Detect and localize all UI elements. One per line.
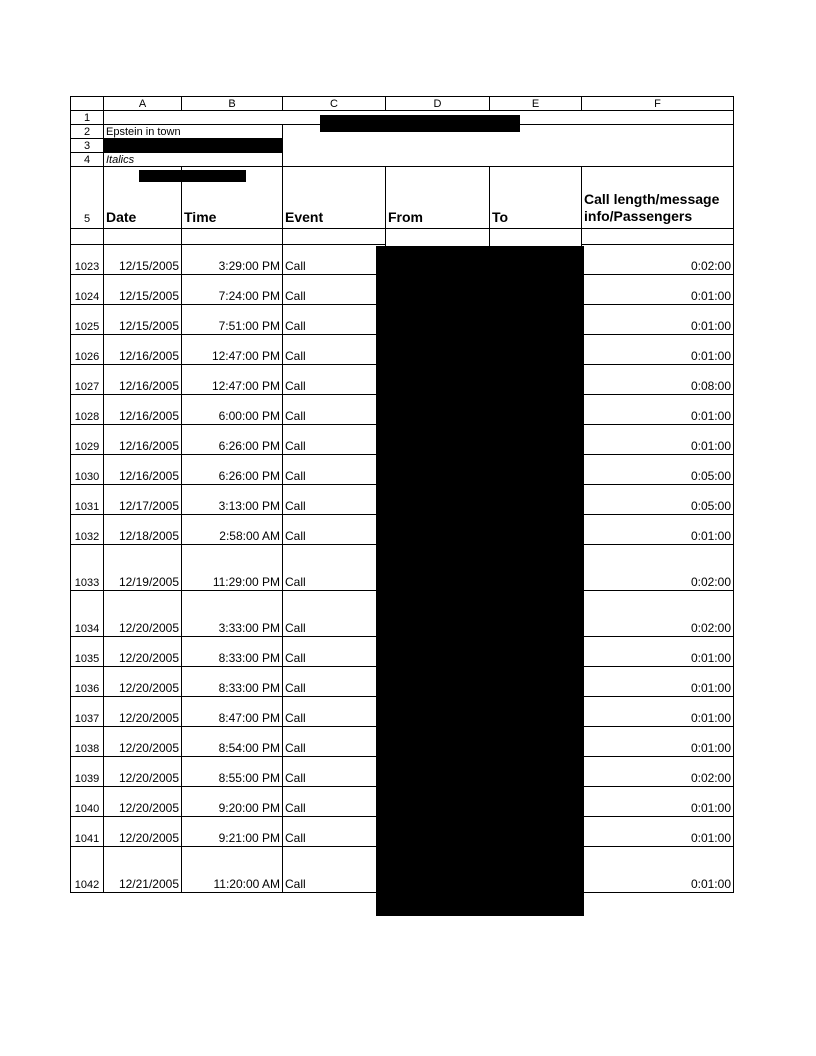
column-header-a: A bbox=[104, 97, 182, 111]
cell-date: 12/16/2005 bbox=[104, 365, 182, 395]
spacer-cell bbox=[182, 229, 283, 245]
cell-event: Call bbox=[283, 847, 386, 893]
cell-time: 3:33:00 PM bbox=[182, 591, 283, 637]
cell-call-length: 0:01:00 bbox=[582, 425, 734, 455]
cell-time: 9:21:00 PM bbox=[182, 817, 283, 847]
cell-time: 6:00:00 PM bbox=[182, 395, 283, 425]
cell-time: 11:29:00 PM bbox=[182, 545, 283, 591]
cell-call-length: 0:01:00 bbox=[582, 275, 734, 305]
cell-date: 12/20/2005 bbox=[104, 591, 182, 637]
cell-time: 12:47:00 PM bbox=[182, 335, 283, 365]
spacer-cell bbox=[490, 229, 582, 245]
cell-date: 12/21/2005 bbox=[104, 847, 182, 893]
cell-call-length: 0:01:00 bbox=[582, 787, 734, 817]
spacer-row bbox=[71, 229, 734, 245]
cell-event: Call bbox=[283, 515, 386, 545]
cell-call-length: 0:02:00 bbox=[582, 245, 734, 275]
cell-event: Call bbox=[283, 727, 386, 757]
cell-time: 8:33:00 PM bbox=[182, 667, 283, 697]
cell-call-length: 0:01:00 bbox=[582, 305, 734, 335]
cell-date: 12/20/2005 bbox=[104, 757, 182, 787]
cell-event: Call bbox=[283, 305, 386, 335]
column-header-row bbox=[71, 97, 734, 111]
redaction-bar-top bbox=[320, 115, 520, 132]
cell-date: 12/18/2005 bbox=[104, 515, 182, 545]
row-number: 1027 bbox=[71, 365, 104, 395]
cell-call-length: 0:05:00 bbox=[582, 455, 734, 485]
cell-call-length: 0:01:00 bbox=[582, 847, 734, 893]
cell-time: 8:55:00 PM bbox=[182, 757, 283, 787]
cell-time: 3:29:00 PM bbox=[182, 245, 283, 275]
cell-event: Call bbox=[283, 545, 386, 591]
row-number: 2 bbox=[71, 125, 104, 139]
legend-italics: Italics bbox=[104, 153, 283, 167]
row-number: 1037 bbox=[71, 697, 104, 727]
cell-date: 12/15/2005 bbox=[104, 245, 182, 275]
cell-date: 12/16/2005 bbox=[104, 395, 182, 425]
cell-event: Call bbox=[283, 697, 386, 727]
cell-event: Call bbox=[283, 425, 386, 455]
cell-call-length: 0:02:00 bbox=[582, 757, 734, 787]
cell-date: 12/20/2005 bbox=[104, 637, 182, 667]
cell-event: Call bbox=[283, 245, 386, 275]
cell-call-length: 0:02:00 bbox=[582, 591, 734, 637]
cell-call-length: 0:02:00 bbox=[582, 545, 734, 591]
spacer-cell bbox=[71, 229, 104, 245]
cell-call-length: 0:01:00 bbox=[582, 697, 734, 727]
legend-epstein-in-town: Epstein in town bbox=[104, 125, 283, 139]
cell-event: Call bbox=[283, 757, 386, 787]
cell-time: 8:33:00 PM bbox=[182, 637, 283, 667]
header-from: From bbox=[386, 167, 490, 229]
cell-time: 7:51:00 PM bbox=[182, 305, 283, 335]
cell-event: Call bbox=[283, 787, 386, 817]
row-number: 1025 bbox=[71, 305, 104, 335]
cell-event: Call bbox=[283, 591, 386, 637]
cell-time: 12:47:00 PM bbox=[182, 365, 283, 395]
cell-event: Call bbox=[283, 275, 386, 305]
row-number: 1032 bbox=[71, 515, 104, 545]
row-number: 1026 bbox=[71, 335, 104, 365]
cell-event: Call bbox=[283, 365, 386, 395]
column-header-b: B bbox=[182, 97, 283, 111]
row-number: 1039 bbox=[71, 757, 104, 787]
row-number: 1041 bbox=[71, 817, 104, 847]
cell-time: 8:47:00 PM bbox=[182, 697, 283, 727]
cell-date: 12/20/2005 bbox=[104, 727, 182, 757]
cell-date: 12/16/2005 bbox=[104, 425, 182, 455]
cell-call-length: 0:01:00 bbox=[582, 637, 734, 667]
row-number: 1030 bbox=[71, 455, 104, 485]
row-number: 1 bbox=[71, 111, 104, 125]
cell-event: Call bbox=[283, 335, 386, 365]
row-number: 1024 bbox=[71, 275, 104, 305]
cell-call-length: 0:01:00 bbox=[582, 335, 734, 365]
cell-date: 12/16/2005 bbox=[104, 455, 182, 485]
cell-time: 6:26:00 PM bbox=[182, 455, 283, 485]
cell-time: 3:13:00 PM bbox=[182, 485, 283, 515]
cell-date: 12/20/2005 bbox=[104, 667, 182, 697]
row-number: 5 bbox=[71, 167, 104, 229]
header-to: To bbox=[490, 167, 582, 229]
row-number: 3 bbox=[71, 139, 104, 153]
cell-call-length: 0:01:00 bbox=[582, 667, 734, 697]
cell-time: 11:20:00 AM bbox=[182, 847, 283, 893]
cell-call-length: 0:01:00 bbox=[582, 727, 734, 757]
row-number: 4 bbox=[71, 153, 104, 167]
cell-date: 12/19/2005 bbox=[104, 545, 182, 591]
cell-call-length: 0:01:00 bbox=[582, 395, 734, 425]
cell-event: Call bbox=[283, 667, 386, 697]
cell-call-length: 0:08:00 bbox=[582, 365, 734, 395]
row-number: 1028 bbox=[71, 395, 104, 425]
cell-time: 2:58:00 AM bbox=[182, 515, 283, 545]
cell-event: Call bbox=[283, 455, 386, 485]
cell-date: 12/15/2005 bbox=[104, 275, 182, 305]
redaction-block-from-to bbox=[376, 246, 584, 916]
row-number: 1042 bbox=[71, 847, 104, 893]
spacer-cell bbox=[582, 229, 734, 245]
cell-event: Call bbox=[283, 395, 386, 425]
header-event: Event bbox=[283, 167, 386, 229]
cell-event: Call bbox=[283, 485, 386, 515]
column-header-c: C bbox=[283, 97, 386, 111]
row-number: 1031 bbox=[71, 485, 104, 515]
cell-date: 12/16/2005 bbox=[104, 335, 182, 365]
cell-date: 12/20/2005 bbox=[104, 787, 182, 817]
cell-date: 12/20/2005 bbox=[104, 697, 182, 727]
cell-date: 12/20/2005 bbox=[104, 817, 182, 847]
legend-first-call bbox=[104, 139, 283, 153]
header-call-length: Call length/message info/Passengers bbox=[582, 167, 734, 229]
spacer-cell bbox=[386, 229, 490, 245]
row-number: 1038 bbox=[71, 727, 104, 757]
cell-call-length: 0:05:00 bbox=[582, 485, 734, 515]
cell-event: Call bbox=[283, 637, 386, 667]
row-number: 1029 bbox=[71, 425, 104, 455]
cell-call-length: 0:01:00 bbox=[582, 515, 734, 545]
header-date: Date bbox=[104, 167, 182, 229]
cell-event: Call bbox=[283, 817, 386, 847]
cell-time: 9:20:00 PM bbox=[182, 787, 283, 817]
column-header-f: F bbox=[582, 97, 734, 111]
cell-call-length: 0:01:00 bbox=[582, 817, 734, 847]
column-header-d: D bbox=[386, 97, 490, 111]
cell-time: 6:26:00 PM bbox=[182, 425, 283, 455]
row-number: 1033 bbox=[71, 545, 104, 591]
row-number: 1023 bbox=[71, 245, 104, 275]
header-time: Time bbox=[182, 167, 283, 229]
row-number: 1034 bbox=[71, 591, 104, 637]
row-number: 1040 bbox=[71, 787, 104, 817]
redaction-bar-italics bbox=[139, 170, 246, 182]
column-header-e: E bbox=[490, 97, 582, 111]
row-number: 1036 bbox=[71, 667, 104, 697]
cell-time: 8:54:00 PM bbox=[182, 727, 283, 757]
spacer-cell bbox=[283, 229, 386, 245]
cell-date: 12/17/2005 bbox=[104, 485, 182, 515]
cell-time: 7:24:00 PM bbox=[182, 275, 283, 305]
cell-date: 12/15/2005 bbox=[104, 305, 182, 335]
spacer-cell bbox=[104, 229, 182, 245]
row-number: 1035 bbox=[71, 637, 104, 667]
corner-cell bbox=[71, 97, 104, 111]
